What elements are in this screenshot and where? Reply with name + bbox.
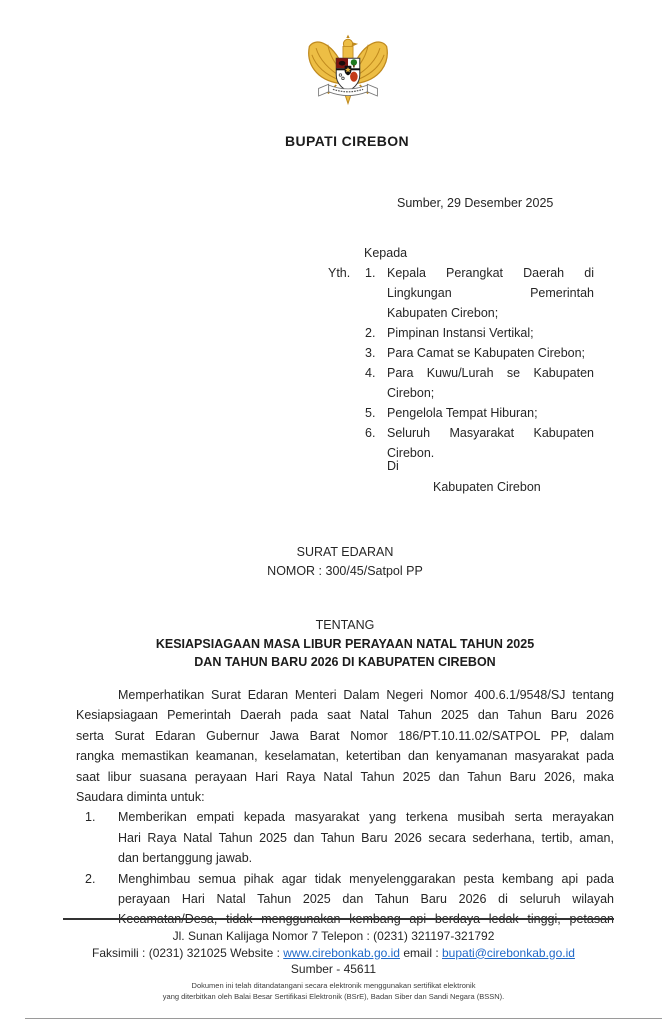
recipient-line: Seluruh Masyarakat Kabupaten — [387, 426, 594, 440]
recipient-line: Para Kuwu/Lurah se Kabupaten — [387, 366, 594, 380]
paragraph-line: rangka memastikan keamanan, keselamatan, ketertiban dan kenyamanan masyarakat pada — [76, 749, 614, 764]
paragraph-line: serta Surat Edaran Gubernur Jawa Barat Nomor 186/PT.10.11.02/SATPOL PP, dalam — [76, 728, 614, 743]
recipient-list — [365, 263, 594, 463]
esign-note-line1: Dokumen ini telah ditandatangani secara elektronik menggunakan sertifikat elektronik — [191, 980, 476, 990]
footer-contact-line — [20, 945, 647, 962]
recipient-number: 6. — [365, 426, 376, 440]
recipient-item — [365, 263, 594, 323]
garuda-pancasila-emblem-icon — [306, 32, 390, 118]
instruction-number: 1. — [85, 810, 96, 825]
recipient-number: 5. — [365, 406, 376, 420]
subject-title-line1: KESIAPSIAGAAN MASA LIBUR PERAYAAN NATAL TAHUN 2025 — [155, 636, 535, 651]
recipient-number: 2. — [365, 326, 376, 340]
recipient-line: Para Camat se Kabupaten Cirebon; — [387, 346, 586, 360]
recipient-number: 1. — [365, 266, 376, 280]
kepada-label: Kepada — [364, 246, 408, 260]
recipient-line: Cirebon; — [387, 386, 435, 400]
instruction-line: Memberikan empati kepada masyarakat yang terkena musibah serta merayakan — [118, 810, 614, 825]
recipient-item — [365, 363, 594, 403]
doc-type: SURAT EDARAN — [296, 545, 394, 559]
recipient-line: Pimpinan Instansi Vertikal; — [387, 326, 534, 340]
paragraph-line: Memperhatikan Surat Edaran Menteri Dalam Negeri Nomor 400.6.1/9548/SJ tentang — [118, 688, 614, 702]
instruction-list — [85, 807, 614, 929]
instruction-item — [85, 869, 614, 930]
di-label: Di — [387, 459, 399, 473]
paragraph-line: Kesiapsiagaan Pemerintah Daerah pada saat Natal Tahun 2025 dan Tahun Baru 2026 — [76, 708, 614, 723]
instruction-number: 2. — [85, 871, 96, 886]
website-link[interactable]: www.cirebonkab.go.id — [283, 945, 400, 960]
instruction-line: dan bertanggung jawab. — [118, 851, 253, 866]
place-label: Kabupaten Cirebon — [433, 480, 541, 494]
subject-title-line2: DAN TAHUN BARU 2026 DI KABUPATEN CIREBON — [194, 654, 496, 669]
recipient-line: Kepala Perangkat Daerah di — [387, 266, 594, 280]
recipient-line: Pengelola Tempat Hiburan; — [387, 406, 538, 420]
instruction-line: perayaan Hari Natal Tahun 2025 dan Tahun Baru 2026 di seluruh wilayah — [118, 892, 614, 907]
recipient-line: Lingkungan Pemerintah — [387, 286, 594, 300]
place-block — [387, 456, 541, 498]
yth-label: Yth. — [328, 266, 351, 280]
recipient-number: 3. — [365, 346, 376, 360]
footer-contact-prefix: Faksimili : (0231) 321025 Website : — [92, 945, 284, 960]
recipient-line: Kabupaten Cirebon; — [387, 306, 499, 320]
instruction-line: Menghimbau semua pihak agar tidak menyelenggarakan pesta kembang api pada — [118, 871, 614, 886]
recipient-address-block — [328, 243, 594, 463]
recipient-item — [365, 323, 594, 343]
esign-note-line2: yang diterbitkan oleh Balai Besar Sertifikasi Elektronik (BSrE), Badan Siber dan Sandi Negara (BSSN). — [162, 992, 505, 1001]
doc-number: NOMOR : 300/45/Satpol PP — [267, 563, 423, 578]
footer-city-line: Sumber - 45611 — [290, 962, 377, 976]
letterhead-title: BUPATI CIREBON — [284, 133, 410, 149]
subject-block — [76, 543, 614, 671]
paragraph-line: saat libur suasana perayaan Hari Raya Natal Tahun 2025 dan Tahun Baru 2026, maka — [76, 769, 614, 784]
body-paragraph — [76, 685, 614, 807]
dateline: Sumber, 29 Desember 2025 — [397, 196, 554, 210]
footer-divider — [63, 918, 614, 920]
recipient-number: 4. — [365, 366, 376, 380]
letter-body — [76, 685, 614, 930]
instruction-item — [85, 807, 614, 868]
recipient-item — [365, 403, 594, 423]
recipient-line: Cirebon. — [387, 446, 435, 460]
footer-block — [20, 928, 647, 1003]
instruction-line: Hari Raya Natal Tahun 2025 dan Tahun Baru 2026 secara sederhana, tertib, aman, — [118, 830, 614, 845]
footer-address-line: Jl. Sunan Kalijaga Nomor 7 Telepon : (0231) 321197-321792 — [172, 929, 495, 943]
tentang-label: TENTANG — [315, 618, 375, 632]
footer-contact-mid: email : — [399, 945, 442, 960]
email-link[interactable]: bupati@cirebonkab.go.id — [442, 945, 575, 960]
recipient-item — [365, 343, 594, 363]
esign-note — [20, 980, 647, 1003]
page-bottom-edge — [25, 1018, 662, 1019]
paragraph-line: Saudara diminta untuk: — [76, 790, 205, 805]
